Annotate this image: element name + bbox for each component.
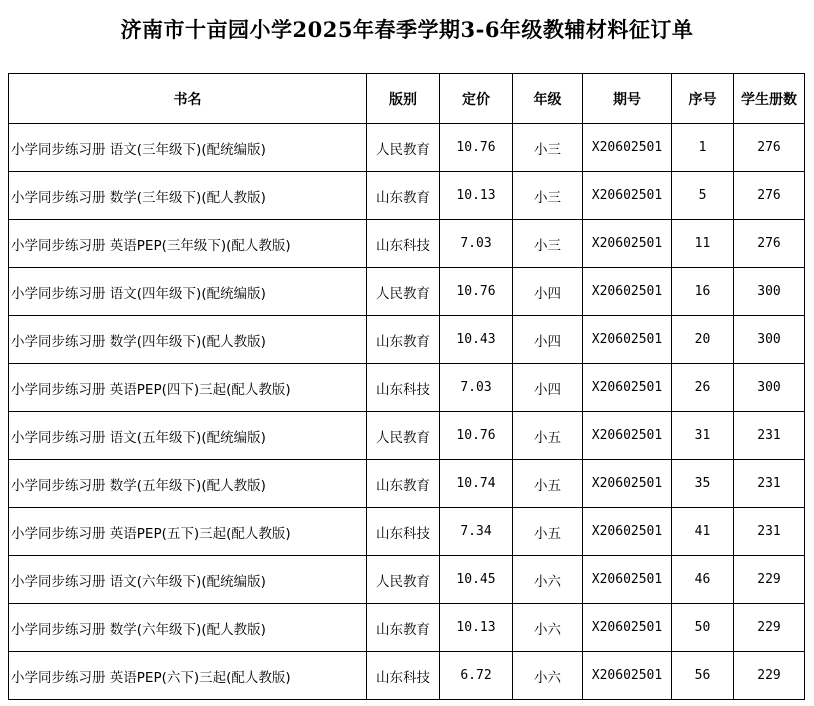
student-count-cell: 231 (734, 412, 805, 460)
publisher-cell: 山东教育 (367, 460, 440, 508)
student-count-cell: 300 (734, 364, 805, 412)
column-header-price: 定价 (440, 74, 513, 124)
publisher-cell: 山东科技 (367, 508, 440, 556)
book-name-cell: 小学同步练习册 数学(四年级下)(配人教版) (9, 316, 367, 364)
price-cell: 10.43 (440, 316, 513, 364)
publisher-cell: 人民教育 (367, 124, 440, 172)
issue-cell: X20602501 (583, 364, 672, 412)
publisher-cell: 山东教育 (367, 316, 440, 364)
book-name-cell: 小学同步练习册 数学(六年级下)(配人教版) (9, 604, 367, 652)
book-name-cell: 小学同步练习册 英语PEP(五下)三起(配人教版) (9, 508, 367, 556)
seq-cell: 41 (672, 508, 734, 556)
price-cell: 7.34 (440, 508, 513, 556)
column-header-seq: 序号 (672, 74, 734, 124)
table-row (9, 316, 805, 364)
grade-cell: 小四 (513, 268, 583, 316)
price-cell: 10.13 (440, 604, 513, 652)
student-count-cell: 300 (734, 268, 805, 316)
student-count-cell: 229 (734, 604, 805, 652)
column-header-book-name: 书名 (9, 74, 367, 124)
issue-cell: X20602501 (583, 556, 672, 604)
price-cell: 10.74 (440, 460, 513, 508)
student-count-cell: 229 (734, 556, 805, 604)
price-cell: 7.03 (440, 364, 513, 412)
student-count-cell: 229 (734, 652, 805, 700)
student-count-cell: 231 (734, 508, 805, 556)
table-row (9, 556, 805, 604)
table-row (9, 220, 805, 268)
seq-cell: 16 (672, 268, 734, 316)
issue-cell: X20602501 (583, 508, 672, 556)
grade-cell: 小五 (513, 412, 583, 460)
issue-cell: X20602501 (583, 172, 672, 220)
seq-cell: 46 (672, 556, 734, 604)
column-header-student-count: 学生册数 (734, 74, 805, 124)
student-count-cell: 276 (734, 172, 805, 220)
publisher-cell: 人民教育 (367, 556, 440, 604)
table-row (9, 124, 805, 172)
table-row (9, 172, 805, 220)
publisher-cell: 山东科技 (367, 364, 440, 412)
grade-cell: 小五 (513, 460, 583, 508)
book-name-cell: 小学同步练习册 语文(六年级下)(配统编版) (9, 556, 367, 604)
seq-cell: 35 (672, 460, 734, 508)
book-name-cell: 小学同步练习册 英语PEP(六下)三起(配人教版) (9, 652, 367, 700)
header-row (9, 74, 805, 124)
issue-cell: X20602501 (583, 220, 672, 268)
issue-cell: X20602501 (583, 412, 672, 460)
table-row (9, 460, 805, 508)
issue-cell: X20602501 (583, 124, 672, 172)
issue-cell: X20602501 (583, 652, 672, 700)
book-name-cell: 小学同步练习册 英语PEP(三年级下)(配人教版) (9, 220, 367, 268)
book-name-cell: 小学同步练习册 数学(五年级下)(配人教版) (9, 460, 367, 508)
table-row (9, 364, 805, 412)
grade-cell: 小六 (513, 652, 583, 700)
seq-cell: 56 (672, 652, 734, 700)
price-cell: 10.76 (440, 268, 513, 316)
price-cell: 10.45 (440, 556, 513, 604)
seq-cell: 5 (672, 172, 734, 220)
grade-cell: 小六 (513, 604, 583, 652)
page-title: 济南市十亩园小学2025年春季学期3-6年级教辅材料征订单 (120, 17, 694, 42)
publisher-cell: 山东教育 (367, 604, 440, 652)
table-row (9, 652, 805, 700)
publisher-cell: 人民教育 (367, 268, 440, 316)
grade-cell: 小四 (513, 316, 583, 364)
grade-cell: 小五 (513, 508, 583, 556)
publisher-cell: 山东科技 (367, 652, 440, 700)
book-name-cell: 小学同步练习册 语文(五年级下)(配统编版) (9, 412, 367, 460)
student-count-cell: 276 (734, 220, 805, 268)
column-header-publisher: 版别 (367, 74, 440, 124)
book-name-cell: 小学同步练习册 数学(三年级下)(配人教版) (9, 172, 367, 220)
grade-cell: 小六 (513, 556, 583, 604)
issue-cell: X20602501 (583, 316, 672, 364)
price-cell: 10.76 (440, 412, 513, 460)
student-count-cell: 276 (734, 124, 805, 172)
grade-cell: 小三 (513, 220, 583, 268)
issue-cell: X20602501 (583, 460, 672, 508)
seq-cell: 50 (672, 604, 734, 652)
issue-cell: X20602501 (583, 604, 672, 652)
seq-cell: 20 (672, 316, 734, 364)
student-count-cell: 231 (734, 460, 805, 508)
price-cell: 10.76 (440, 124, 513, 172)
table-row (9, 508, 805, 556)
seq-cell: 26 (672, 364, 734, 412)
seq-cell: 31 (672, 412, 734, 460)
table-row (9, 268, 805, 316)
book-name-cell: 小学同步练习册 英语PEP(四下)三起(配人教版) (9, 364, 367, 412)
book-name-cell: 小学同步练习册 语文(四年级下)(配统编版) (9, 268, 367, 316)
publisher-cell: 山东科技 (367, 220, 440, 268)
publisher-cell: 人民教育 (367, 412, 440, 460)
grade-cell: 小三 (513, 124, 583, 172)
grade-cell: 小三 (513, 172, 583, 220)
table-row (9, 604, 805, 652)
price-cell: 6.72 (440, 652, 513, 700)
price-cell: 10.13 (440, 172, 513, 220)
grade-cell: 小四 (513, 364, 583, 412)
table-row (9, 412, 805, 460)
issue-cell: X20602501 (583, 268, 672, 316)
book-name-cell: 小学同步练习册 语文(三年级下)(配统编版) (9, 124, 367, 172)
order-table (8, 73, 805, 700)
table-body (9, 124, 805, 700)
column-header-issue: 期号 (583, 74, 672, 124)
seq-cell: 1 (672, 124, 734, 172)
publisher-cell: 山东教育 (367, 172, 440, 220)
price-cell: 7.03 (440, 220, 513, 268)
student-count-cell: 300 (734, 316, 805, 364)
seq-cell: 11 (672, 220, 734, 268)
column-header-grade: 年级 (513, 74, 583, 124)
